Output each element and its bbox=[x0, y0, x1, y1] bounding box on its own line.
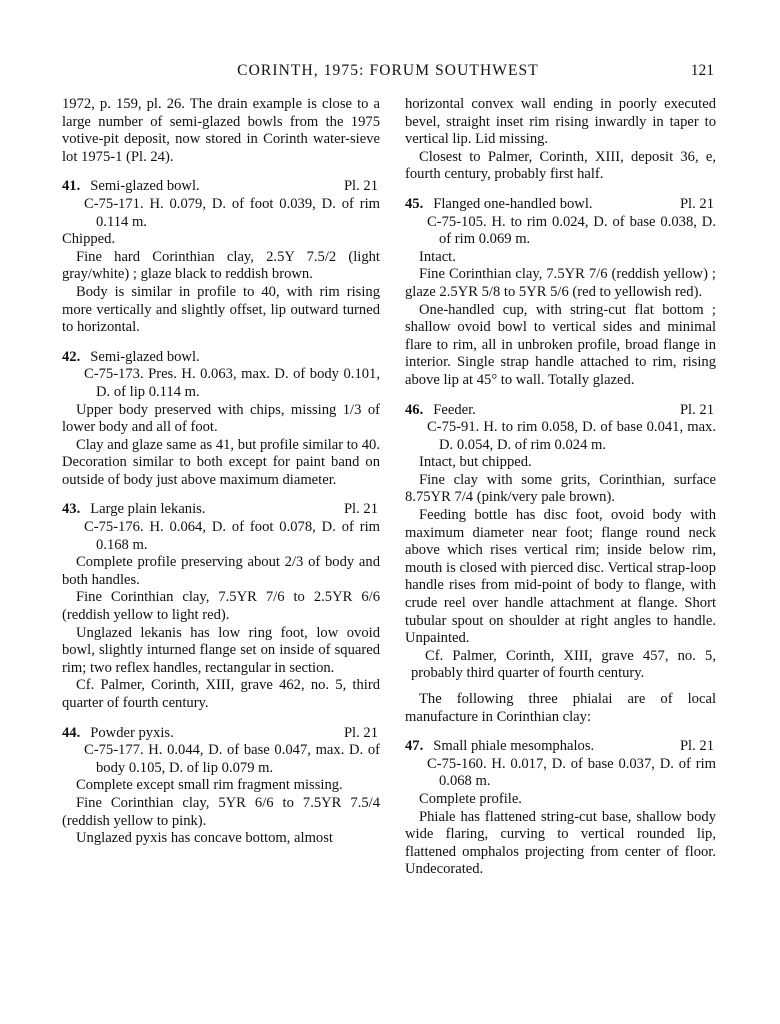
plate-ref: Pl. 21 bbox=[343, 178, 378, 195]
entry-number: 42. bbox=[62, 348, 81, 365]
entry-number: 43. bbox=[62, 501, 81, 518]
entry-paragraph: Chipped. bbox=[62, 231, 116, 248]
intro-continuation: 1972, p. 159, pl. 26. The drain example is close to a large number of semi-glazed bowls from the 1975 votive-pit deposit, now stored in Corinth water-sieve lot 1975-1 (Pl. 24). bbox=[62, 96, 380, 165]
entry-paragraph: Cf. Palmer, Corinth, XIII, grave 457, no. 5, probably third quarter of fourth century. bbox=[411, 647, 716, 682]
entry-paragraph: Intact. bbox=[419, 248, 456, 265]
entry-heading-42 bbox=[62, 349, 380, 367]
entry-number: 46. bbox=[405, 401, 424, 418]
entry-paragraph: Complete profile preserving about 2/3 of body and both handles. bbox=[62, 554, 380, 588]
entry-paragraph: Fine Corinthian clay, 5YR 6/6 to 7.5YR 7.5/4 (reddish yellow to pink). bbox=[62, 794, 380, 829]
entry-paragraph: Intact, but chipped. bbox=[419, 454, 532, 471]
entry-specs-44: C-75-177. H. 0.044, D. of base 0.047, max. D. of body 0.105, D. of lip 0.079 m. bbox=[84, 742, 380, 776]
entry-paragraph: Feeding bottle has disc foot, ovoid body with maximum diameter near foot; flange round neck above which rises vertical rim; inside below rim, mouth is closed with pierced disc. Vertical strap-loop handle rises from mid-point of body to flange, with crude reel over handle attachment at flange. Short tubular spout on shoulder at right angles to handle. Unpainted. bbox=[405, 507, 716, 647]
entry-paragraph: Phiale has flattened string-cut base, shallow body wide flaring, curving to vertical rounded lip, flattened omphalos projecting from center of floor. Undecorated. bbox=[405, 808, 716, 878]
page-header bbox=[62, 62, 714, 84]
plate-ref: Pl. 21 bbox=[343, 724, 378, 741]
entry-title: Flanged one-handled bowl. bbox=[433, 195, 593, 212]
right-column bbox=[405, 96, 716, 879]
entry-paragraph: Fine Corinthian clay, 7.5YR 7/6 (reddish yellow) ; glaze 2.5YR 5/8 to 5YR 5/6 (red to yellowish red). bbox=[405, 266, 716, 300]
page-number: 121 bbox=[690, 62, 714, 79]
entry-specs-46: C-75-91. H. to rim 0.058, D. of base 0.041, max. D. 0.054, D. of rim 0.024 m. bbox=[427, 419, 716, 453]
running-title: CORINTH, 1975: FORUM SOUTHWEST bbox=[237, 62, 539, 79]
entry-paragraph: Body is similar in profile to 40, with rim rising more vertically and slightly offset, lip outward turned to horizontal. bbox=[62, 283, 380, 336]
entry-paragraph: Cf. Palmer, Corinth, XIII, grave 462, no. 5, third quarter of fourth century. bbox=[62, 677, 380, 711]
entry-paragraph: Fine Corinthian clay, 7.5YR 7/6 to 2.5YR 6/6 (reddish yellow to light red). bbox=[62, 589, 380, 624]
entry-paragraph: One-handled cup, with string-cut flat bottom ; shallow ovoid bowl to vertical sides and minimal flare to rim, all in unbroken profile, broad flange in interior. Single strap handle attached to rim, rising above lip at 45° to wall. Totally glazed. bbox=[405, 301, 716, 388]
pyxis-reference: Closest to Palmer, Corinth, XIII, deposit 36, e, fourth century, probably first half. bbox=[405, 148, 716, 183]
entry-heading-45 bbox=[405, 196, 716, 214]
phialai-intro: The following three phialai are of local manufacture in Corinthian clay: bbox=[405, 691, 716, 725]
entry-title: Small phiale mesomphalos. bbox=[433, 738, 595, 755]
entry-heading-44 bbox=[62, 725, 380, 743]
entry-specs-43: C-75-176. H. 0.064, D. of foot 0.078, D. of rim 0.168 m. bbox=[84, 519, 380, 553]
entry-heading-41 bbox=[62, 178, 380, 196]
entry-title: Semi-glazed bowl. bbox=[90, 178, 200, 195]
entry-specs-42: C-75-173. Pres. H. 0.063, max. D. of body 0.101, D. of lip 0.114 m. bbox=[84, 366, 380, 400]
entry-number: 45. bbox=[405, 195, 424, 212]
entry-title: Powder pyxis. bbox=[90, 724, 174, 741]
entry-number: 41. bbox=[62, 178, 81, 195]
plate-ref: Pl. 21 bbox=[679, 401, 714, 418]
plate-ref: Pl. 21 bbox=[679, 738, 714, 755]
entry-paragraph: Fine clay with some grits, Corinthian, surface 8.75YR 7/4 (pink/very pale brown). bbox=[405, 471, 716, 506]
entry-specs-47: C-75-160. H. 0.017, D. of base 0.037, D. of rim 0.068 m. bbox=[427, 755, 716, 790]
entry-number: 47. bbox=[405, 738, 424, 755]
entry-title: Feeder. bbox=[433, 401, 476, 418]
entry-heading-47 bbox=[405, 738, 716, 756]
pyxis-continuation: horizontal convex wall ending in poorly executed bevel, straight inset rim rising inwardly in taper to vertical lip. Lid missing. bbox=[405, 96, 716, 148]
entry-specs-45: C-75-105. H. to rim 0.024, D. of base 0.038, D. of rim 0.069 m. bbox=[427, 213, 716, 248]
plate-ref: Pl. 21 bbox=[679, 195, 714, 212]
entry-paragraph: Upper body preserved with chips, missing 1/3 of lower body and all of foot. bbox=[62, 401, 380, 436]
entry-paragraph: Unglazed pyxis has concave bottom, almost bbox=[76, 830, 333, 847]
entry-specs-41: C-75-171. H. 0.079, D. of foot 0.039, D. of rim 0.114 m. bbox=[84, 195, 380, 230]
entry-heading-46 bbox=[405, 402, 716, 420]
entry-number: 44. bbox=[62, 724, 81, 741]
left-column bbox=[62, 96, 380, 848]
entry-paragraph: Complete except small rim fragment missing. bbox=[76, 777, 343, 794]
entry-title: Semi-glazed bowl. bbox=[90, 348, 200, 365]
entry-title: Large plain lekanis. bbox=[90, 501, 206, 518]
entry-heading-43 bbox=[62, 501, 380, 519]
entry-paragraph: Fine hard Corinthian clay, 2.5Y 7.5/2 (light gray/white) ; glaze black to reddish brown. bbox=[62, 248, 380, 283]
entry-paragraph: Clay and glaze same as 41, but profile similar to 40. Decoration similar to both except for paint band on outside of body just above maximum diameter. bbox=[62, 436, 380, 488]
entry-paragraph: Unglazed lekanis has low ring foot, low ovoid bowl, slightly inturned flange set on inside of squared rim; two reflex handles, rectangular in section. bbox=[62, 624, 380, 676]
plate-ref: Pl. 21 bbox=[343, 501, 378, 518]
entry-paragraph: Complete profile. bbox=[419, 790, 522, 807]
